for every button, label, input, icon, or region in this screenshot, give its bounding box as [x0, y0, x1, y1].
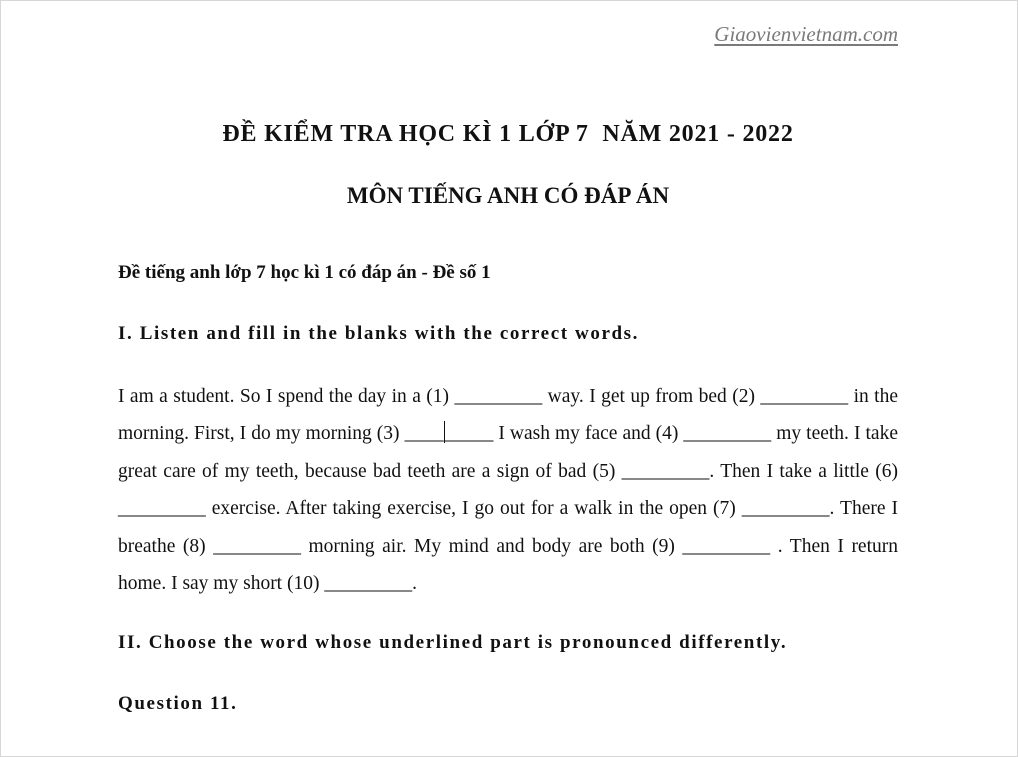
blank-10: _________	[324, 573, 413, 595]
passage-text: way. I get up from bed (2)	[542, 386, 761, 407]
passage-text: I am a student. So I spend the day in a (1)	[118, 386, 455, 407]
document-subtitle: MÔN TIẾNG ANH CÓ ĐÁP ÁN	[346, 183, 670, 208]
watermark-link[interactable]: Giaovienvietnam.com	[714, 22, 898, 46]
exam-label: Đề tiếng anh lớp 7 học kì 1 có đáp án - Đề số 1	[118, 262, 491, 283]
blank-9: _________	[682, 535, 771, 557]
document-title: ĐỀ KIỂM TRA HỌC KÌ 1 LỚP 7 NĂM 2021 - 2022	[222, 121, 794, 147]
blank-3a: ____	[404, 423, 444, 445]
blank-3b: _____	[444, 423, 494, 445]
blank-5: _________	[621, 460, 710, 482]
passage-text: . Then I take a little (6)	[709, 460, 898, 482]
blank-2: _________	[760, 386, 849, 407]
passage-text: morning air. My mind and body are both (9)	[300, 535, 683, 557]
blank-8: _________	[213, 535, 301, 557]
passage-text: . Then I return home. I say my short (10)	[118, 535, 898, 595]
blank-7: _________	[741, 498, 830, 520]
fill-in-passage	[118, 378, 898, 602]
passage-text: I wash my face and (4)	[493, 423, 684, 445]
section-2-heading: II. Choose the word whose underlined part is pronounced differently.	[118, 632, 788, 653]
passage-text: .	[412, 573, 417, 595]
blank-4: _________	[683, 423, 772, 445]
passage-text: my teeth. I take great care of my teeth, because bad teeth are a sign of bad (5)	[118, 423, 898, 482]
blank-6: _________	[118, 498, 206, 520]
passage-text: . There I breathe (8)	[118, 498, 898, 557]
section-1-heading: I. Listen and fill in the blanks with the correct words.	[118, 323, 639, 344]
passage-text: in the morning. First, I do my morning (3)	[118, 386, 899, 445]
blank-1: _________	[454, 386, 543, 407]
passage-text: exercise. After taking exercise, I go out for a walk in the open (7)	[205, 498, 742, 520]
question-11-label: Question 11.	[118, 693, 238, 714]
